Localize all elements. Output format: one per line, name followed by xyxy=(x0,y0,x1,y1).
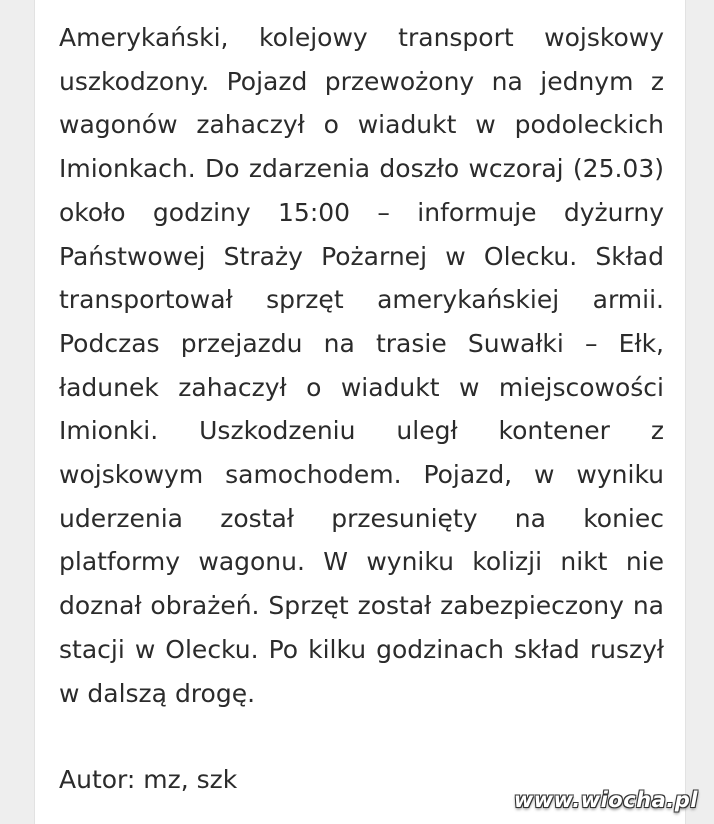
article-body-text: Amerykański, kolejowy transport wojskowy uszkodzony. Pojazd przewożony na jednym z wagonów zahaczył o wiadukt w podoleckich Imionkach. Do zdarzenia doszło wczoraj (25.03) około godziny 15:00 – informuje dyżurny Państwowej Straży Pożarnej w Olecku. Skład transportował sprzęt amerykańskiej armii. Podczas przejazdu na trasie Suwałki – Ełk, ładunek zahaczył o wiadukt w miejscowości Imionki. Uszkodzeniu uległ kontener z wojskowym samochodem. Pojazd, w wyniku uderzenia został przesunięty na koniec platformy wagonu. W wyniku kolizji nikt nie doznał obrażeń. Sprzęt został zabezpieczony na stacji w Olecku. Po kilku godzinach skład ruszył w dalszą drogę. xyxy=(59,23,664,708)
site-watermark: www.wiocha.pl xyxy=(513,788,698,812)
article-card xyxy=(34,0,686,824)
article-author: Autor: mz, szk xyxy=(59,765,238,794)
